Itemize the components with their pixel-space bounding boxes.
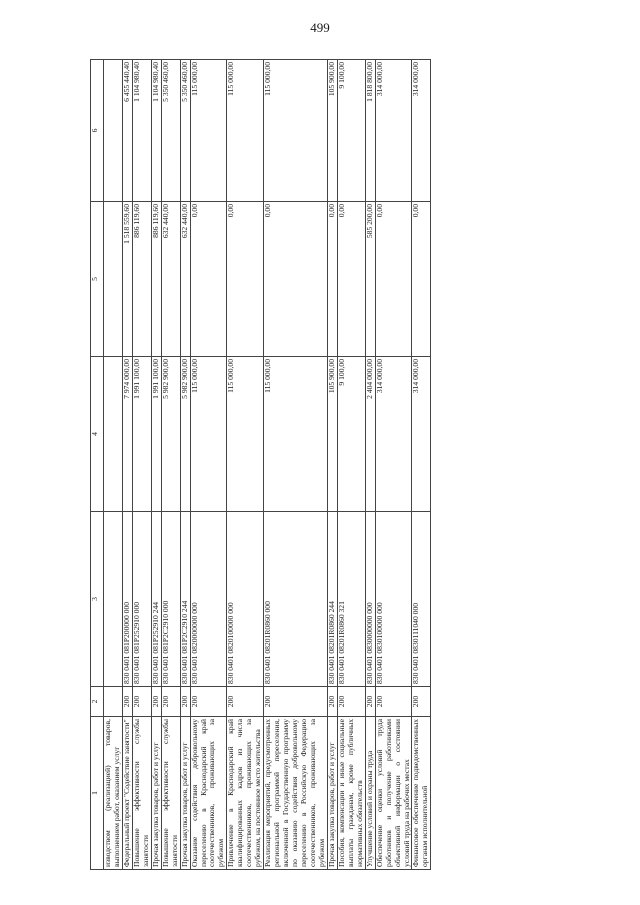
row-code: 200 bbox=[337, 687, 365, 717]
header-col-1: 1 bbox=[91, 717, 104, 870]
row-value-5: 0,00 bbox=[375, 202, 412, 357]
row-name: Федеральный проект "Содействие занятости" bbox=[122, 717, 132, 870]
row-value-5: 0,00 bbox=[337, 202, 365, 357]
budget-table bbox=[90, 59, 431, 870]
row-value-4: 2 404 000,00 bbox=[365, 357, 375, 512]
row-kbk: 830 0401 081P200000 000 bbox=[122, 512, 132, 687]
row-value-4: 314 000,00 bbox=[375, 357, 412, 512]
row-code: 200 bbox=[375, 687, 412, 717]
row-value-6: 115 000,00 bbox=[264, 60, 328, 202]
table-row bbox=[122, 60, 132, 870]
header-col-4: 4 bbox=[91, 357, 104, 512]
row-value-4: 5 982 900,00 bbox=[161, 357, 180, 512]
row-value-4: 115 000,00 bbox=[190, 357, 227, 512]
row-code: 200 bbox=[264, 687, 328, 717]
row-name: изводством (реализацией) товаров, выполнением работ, оказанием услуг bbox=[104, 717, 123, 870]
row-name: Пособия, компенсации и иные социальные выплаты гражданам, кроме публичных нормативных обязательств bbox=[337, 717, 365, 870]
row-value-5: 0,00 bbox=[227, 202, 264, 357]
table-row bbox=[190, 60, 227, 870]
row-name: Реализация мероприятий, предусмотренных региональной программой переселения, включенной в Государственную программу по оказанию содействия добровольному переселению в Российскую Федерацию соотечественников, проживающих за рубежом bbox=[264, 717, 328, 870]
row-value-6: 314 000,00 bbox=[412, 60, 431, 202]
row-value-6: 115 000,00 bbox=[227, 60, 264, 202]
row-name: Оказание содействия добровольному переселению в Краснодарский край соотечественников, проживающих за рубежом bbox=[190, 717, 227, 870]
row-value-6: 1 818 800,00 bbox=[365, 60, 375, 202]
row-name: Привлечение в Краснодарский край квалифицированных кадров из числа соотечественников, проживающих за рубежом, на постоянное место жительства bbox=[227, 717, 264, 870]
row-value-4: 1 991 100,00 bbox=[132, 357, 151, 512]
row-name: Финансовое обеспечение подведомственных органам исполнительной bbox=[412, 717, 431, 870]
table-row bbox=[161, 60, 180, 870]
row-name: Обеспечение оценки условий труда работников и получение работниками объективной информации о состоянии условий труда на рабочих местах bbox=[375, 717, 412, 870]
row-name: Прочая закупка товаров, работ и услуг bbox=[151, 717, 161, 870]
row-name: Прочая закупка товаров, работ и услуг bbox=[327, 717, 337, 870]
row-kbk: 830 0401 08201R0860 000 bbox=[264, 512, 328, 687]
row-kbk bbox=[104, 512, 123, 687]
header-col-6: 6 bbox=[91, 60, 104, 202]
table-row bbox=[327, 60, 337, 870]
page-number: 499 bbox=[310, 20, 330, 35]
row-value-5: 886 119,60 bbox=[151, 202, 161, 357]
row-value-4: 314 000,00 bbox=[412, 357, 431, 512]
table-row bbox=[151, 60, 161, 870]
row-kbk: 830 0401 0830100000 000 bbox=[375, 512, 412, 687]
header-col-3: 3 bbox=[91, 512, 104, 687]
row-value-6: 6 455 440,40 bbox=[122, 60, 132, 202]
row-code: 200 bbox=[327, 687, 337, 717]
row-name: Улучшение условий и охраны труда bbox=[365, 717, 375, 870]
row-value-4: 7 974 000,00 bbox=[122, 357, 132, 512]
row-value-5: 0,00 bbox=[264, 202, 328, 357]
row-kbk: 830 0401 0820100000 000 bbox=[227, 512, 264, 687]
row-value-4: 1 991 100,00 bbox=[151, 357, 161, 512]
row-value-6: 9 100,00 bbox=[337, 60, 365, 202]
row-code: 200 bbox=[132, 687, 151, 717]
row-name: Прочая закупка товаров, работ и услуг bbox=[180, 717, 190, 870]
row-code: 200 bbox=[365, 687, 375, 717]
row-value-5: 0,00 bbox=[327, 202, 337, 357]
table-row bbox=[104, 60, 123, 870]
row-value-5: 632 440,00 bbox=[161, 202, 180, 357]
row-name: Повышение эффективности службы занятости bbox=[161, 717, 180, 870]
rotated-table-container bbox=[90, 60, 600, 870]
row-value-5: 632 440,00 bbox=[180, 202, 190, 357]
row-value-5: 1 518 559,60 bbox=[122, 202, 132, 357]
row-kbk: 830 0401 081P252910 000 bbox=[132, 512, 151, 687]
table-row bbox=[264, 60, 328, 870]
row-kbk: 830 0401 081P2C2910 244 bbox=[180, 512, 190, 687]
row-kbk: 830 0401 0830000000 000 bbox=[365, 512, 375, 687]
row-value-6: 1 104 980,40 bbox=[151, 60, 161, 202]
row-code: 200 bbox=[190, 687, 227, 717]
row-kbk: 830 0401 081P252910 244 bbox=[151, 512, 161, 687]
row-value-5: 886 119,60 bbox=[132, 202, 151, 357]
table-row bbox=[227, 60, 264, 870]
row-value-6: 5 350 460,00 bbox=[180, 60, 190, 202]
row-kbk: 830 0401 08201R0860 244 bbox=[327, 512, 337, 687]
table-row bbox=[412, 60, 431, 870]
row-value-4: 115 000,00 bbox=[264, 357, 328, 512]
row-code: 200 bbox=[122, 687, 132, 717]
row-value-6 bbox=[104, 60, 123, 202]
row-value-4: 115 000,00 bbox=[227, 357, 264, 512]
row-value-4 bbox=[104, 357, 123, 512]
row-code: 200 bbox=[227, 687, 264, 717]
row-value-6: 1 104 980,40 bbox=[132, 60, 151, 202]
header-col-5: 5 bbox=[91, 202, 104, 357]
row-value-4: 105 900,00 bbox=[327, 357, 337, 512]
row-value-5: 585 200,00 bbox=[365, 202, 375, 357]
row-value-6: 105 900,00 bbox=[327, 60, 337, 202]
row-value-6: 115 000,00 bbox=[190, 60, 227, 202]
row-value-5: 0,00 bbox=[190, 202, 227, 357]
row-code bbox=[104, 687, 123, 717]
row-kbk: 830 0401 08201R0860 321 bbox=[337, 512, 365, 687]
row-value-4: 5 982 900,00 bbox=[180, 357, 190, 512]
row-kbk: 830 0401 0820000000 000 bbox=[190, 512, 227, 687]
row-kbk: 830 0401 0830111040 000 bbox=[412, 512, 431, 687]
table-row bbox=[375, 60, 412, 870]
row-name: Повышение эффективности службы занятости bbox=[132, 717, 151, 870]
row-code: 200 bbox=[412, 687, 431, 717]
row-value-4: 9 100,00 bbox=[337, 357, 365, 512]
row-value-5 bbox=[104, 202, 123, 357]
header-col-2: 2 bbox=[91, 687, 104, 717]
row-value-6: 5 350 460,00 bbox=[161, 60, 180, 202]
row-code: 200 bbox=[161, 687, 180, 717]
row-kbk: 830 0401 081P2C2910 000 bbox=[161, 512, 180, 687]
header-row bbox=[91, 60, 104, 870]
row-code: 200 bbox=[151, 687, 161, 717]
row-value-5: 0,00 bbox=[412, 202, 431, 357]
table-row bbox=[365, 60, 375, 870]
row-value-6: 314 000,00 bbox=[375, 60, 412, 202]
table-row bbox=[337, 60, 365, 870]
table-row bbox=[180, 60, 190, 870]
row-code: 200 bbox=[180, 687, 190, 717]
table-row bbox=[132, 60, 151, 870]
